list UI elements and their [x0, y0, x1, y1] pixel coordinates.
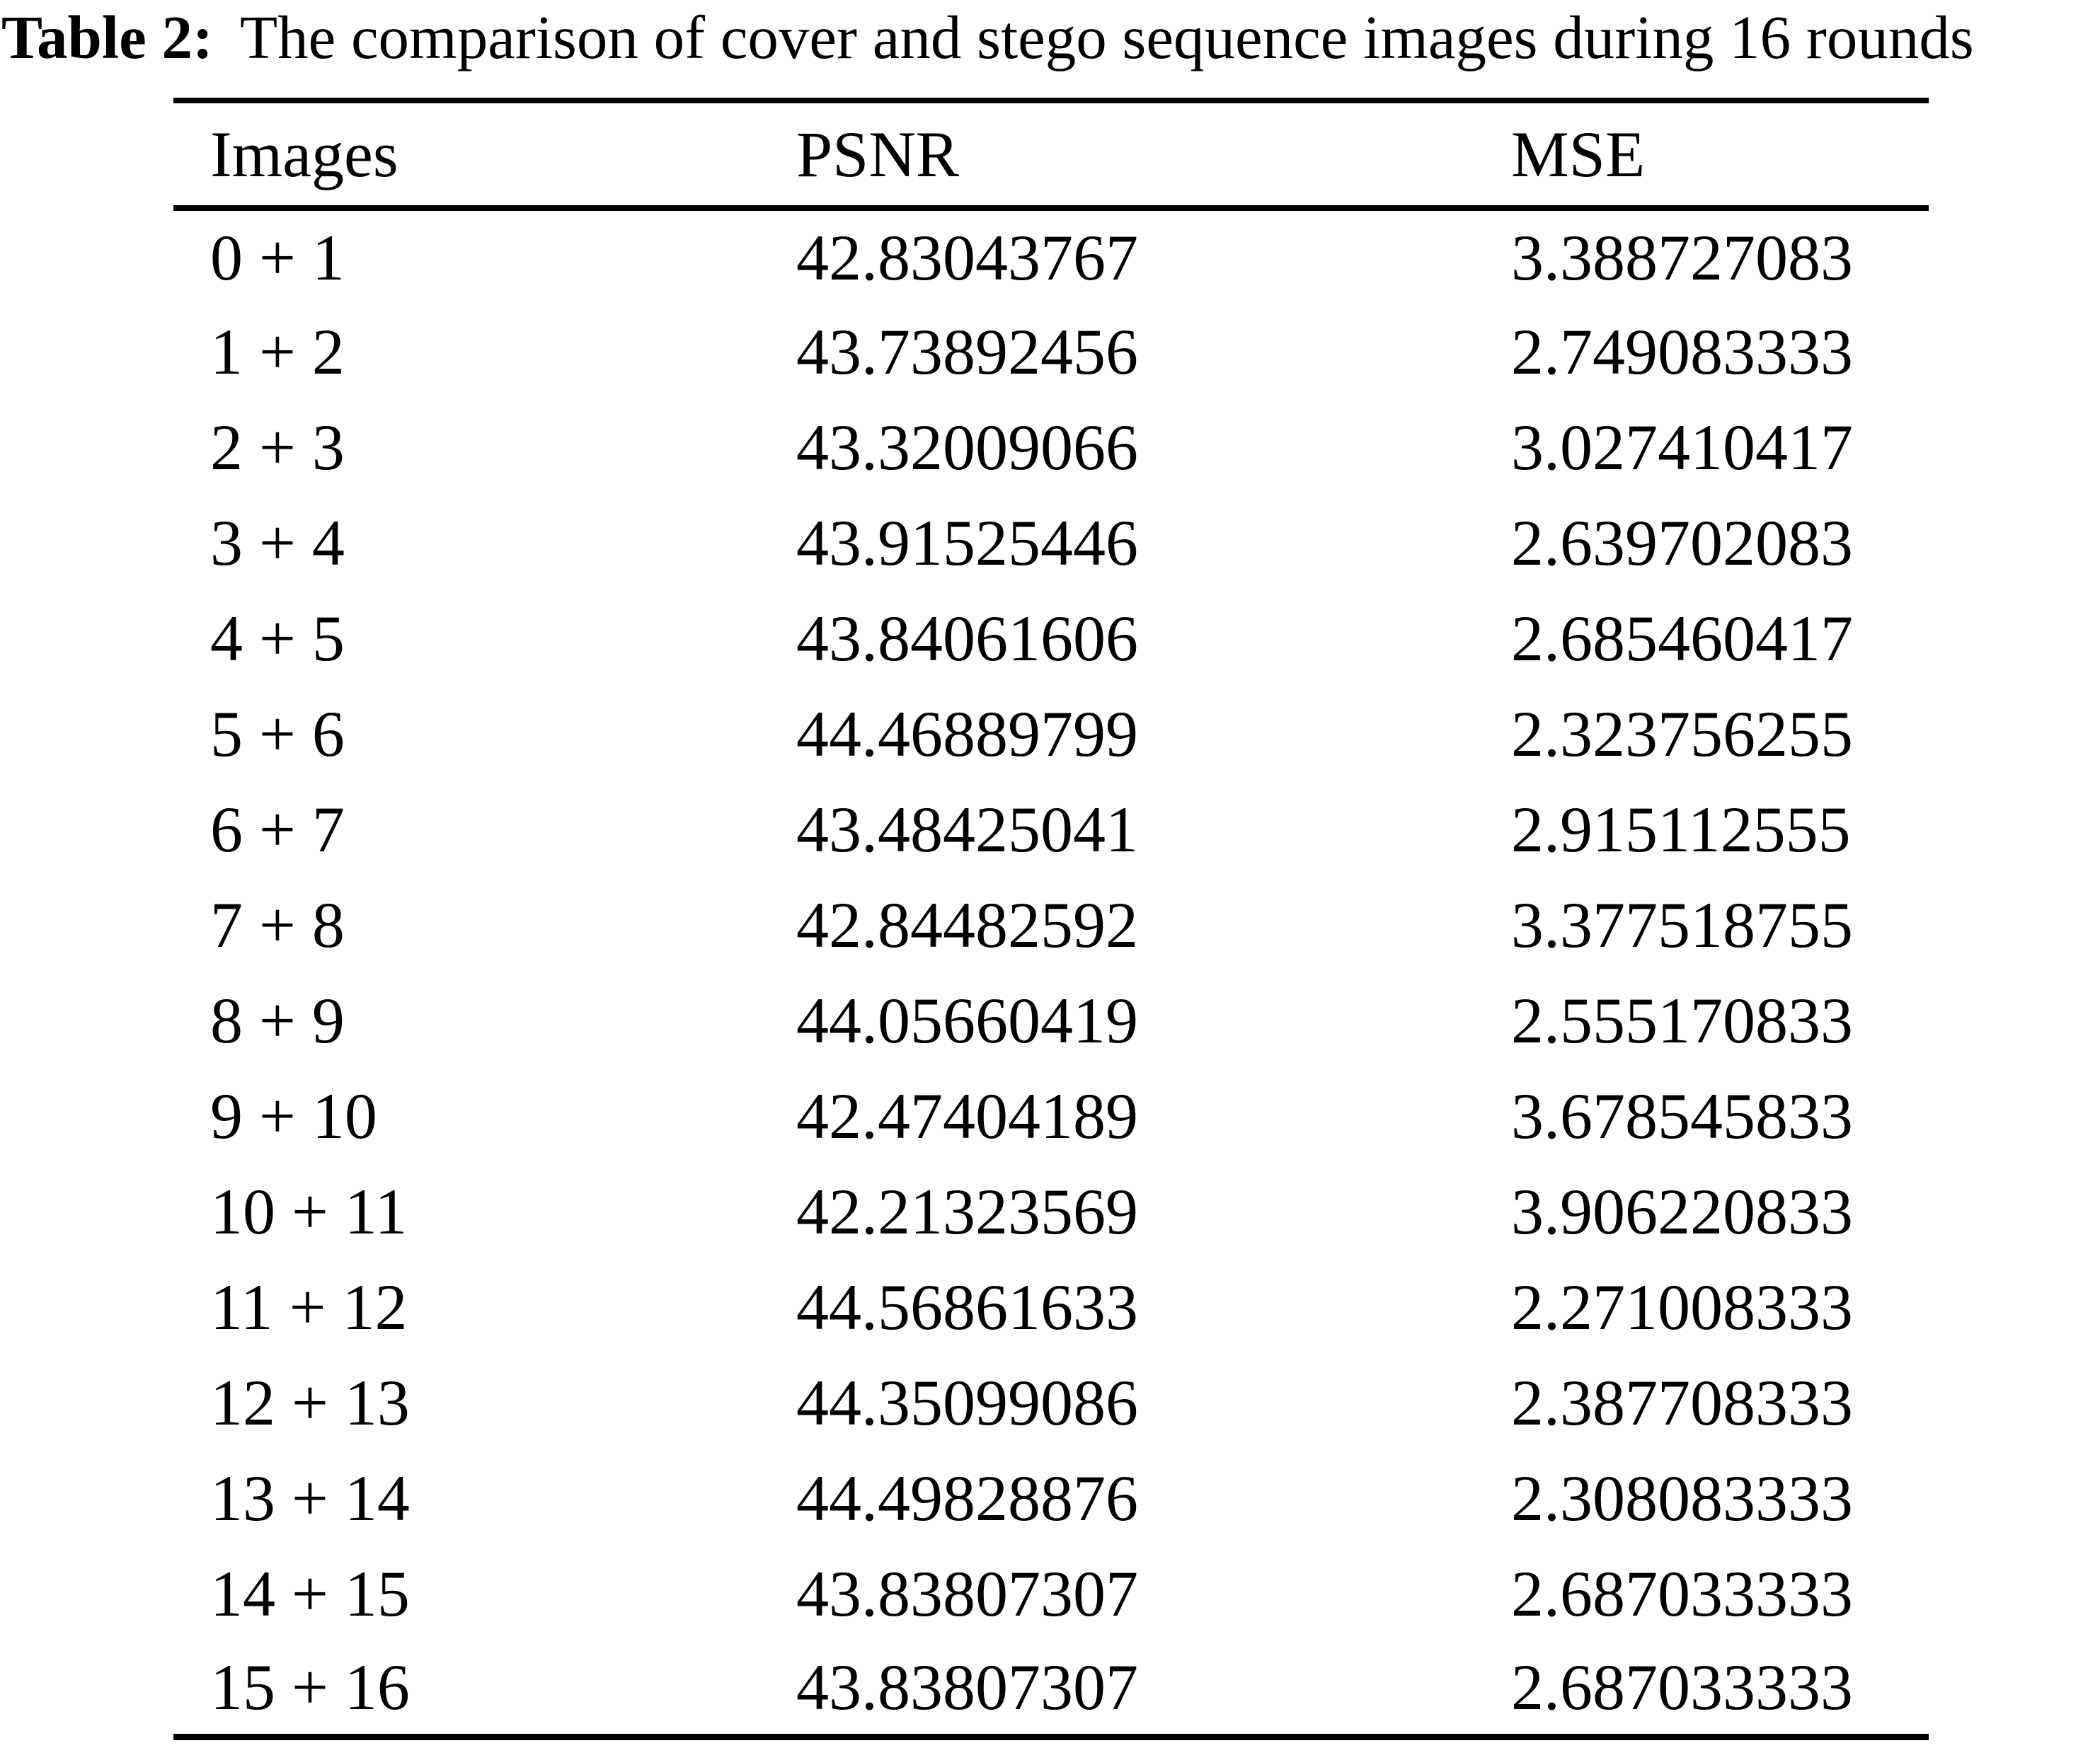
mse-cell: 3.377518755 [1511, 888, 1853, 961]
mse-cell: 2.323756255 [1511, 697, 1853, 770]
table-row [173, 972, 1929, 1068]
mse-cell: 3.678545833 [1511, 1079, 1853, 1152]
psnr-cell: 43.83807307 [796, 1557, 1138, 1630]
mse-cell: 2.639702083 [1511, 506, 1853, 579]
psnr-cell: 44.35099086 [796, 1366, 1138, 1439]
psnr-cell: 43.32009066 [796, 410, 1138, 483]
images-cell: 7 + 8 [210, 888, 345, 961]
mse-cell: 3.906220833 [1511, 1175, 1853, 1248]
table-row [173, 399, 1929, 495]
psnr-cell: 43.83807307 [796, 1651, 1138, 1724]
psnr-cell: 44.05660419 [796, 984, 1138, 1057]
table-row [173, 877, 1929, 972]
images-cell: 3 + 4 [210, 506, 345, 579]
images-cell: 10 + 11 [210, 1175, 408, 1248]
column-header-mse: MSE [1511, 100, 1929, 208]
images-cell: 8 + 9 [210, 984, 345, 1057]
mse-cell: 2.308083333 [1511, 1461, 1853, 1534]
psnr-cell: 44.46889799 [796, 697, 1138, 770]
psnr-cell: 42.21323569 [796, 1175, 1138, 1248]
mse-cell: 2.387708333 [1511, 1366, 1853, 1439]
mse-cell: 3.388727083 [1511, 221, 1853, 294]
psnr-cell: 42.83043767 [796, 221, 1138, 294]
images-cell: 14 + 15 [210, 1557, 410, 1630]
mse-cell: 2.271008333 [1511, 1270, 1853, 1343]
table-row [173, 1546, 1929, 1641]
images-cell: 15 + 16 [210, 1651, 410, 1724]
table-row [173, 1068, 1929, 1163]
table-body [173, 208, 1929, 1737]
images-cell: 2 + 3 [210, 410, 345, 483]
psnr-cell: 44.49828876 [796, 1461, 1138, 1534]
table-row [173, 590, 1929, 686]
psnr-cell: 44.56861633 [796, 1270, 1138, 1343]
psnr-cell: 43.73892456 [796, 315, 1138, 388]
mse-cell: 2.555170833 [1511, 984, 1853, 1057]
table-row [173, 1354, 1929, 1450]
table-row [173, 1259, 1929, 1354]
table-row [173, 686, 1929, 781]
caption-label: Table 2: [1, 3, 213, 71]
table-row [173, 495, 1929, 590]
images-cell: 0 + 1 [210, 221, 345, 294]
mse-cell: 2.749083333 [1511, 315, 1853, 388]
caption-text: The comparison of cover and stego sequence images during 16 rounds [239, 3, 1974, 71]
images-cell: 12 + 13 [210, 1366, 410, 1439]
psnr-cell: 43.84061606 [796, 602, 1138, 674]
mse-cell: 2.685460417 [1511, 602, 1853, 674]
comparison-table [173, 98, 1929, 1740]
psnr-cell: 43.91525446 [796, 506, 1138, 579]
table-header [173, 100, 1929, 208]
psnr-cell: 42.47404189 [796, 1079, 1138, 1152]
psnr-cell: 43.48425041 [796, 793, 1138, 865]
psnr-cell: 42.84482592 [796, 888, 1138, 961]
images-cell: 13 + 14 [210, 1461, 410, 1534]
images-cell: 9 + 10 [210, 1079, 377, 1152]
images-cell: 6 + 7 [210, 793, 345, 865]
table-row [173, 208, 1929, 304]
table-caption [1, 0, 1974, 75]
images-cell: 5 + 6 [210, 697, 345, 770]
header-row [173, 100, 1929, 208]
mse-cell: 3.027410417 [1511, 410, 1853, 483]
column-header-psnr: PSNR [796, 100, 1511, 208]
table-row [173, 1450, 1929, 1546]
table-row [173, 1163, 1929, 1259]
column-header-images: Images [173, 100, 796, 208]
images-cell: 1 + 2 [210, 315, 345, 388]
images-cell: 4 + 5 [210, 602, 345, 674]
table-row [173, 1641, 1929, 1737]
images-cell: 11 + 12 [210, 1270, 408, 1343]
mse-cell: 2.915112555 [1511, 793, 1851, 865]
mse-cell: 2.687033333 [1511, 1557, 1853, 1630]
table-row [173, 304, 1929, 399]
table-row [173, 781, 1929, 877]
mse-cell: 2.687033333 [1511, 1651, 1853, 1724]
